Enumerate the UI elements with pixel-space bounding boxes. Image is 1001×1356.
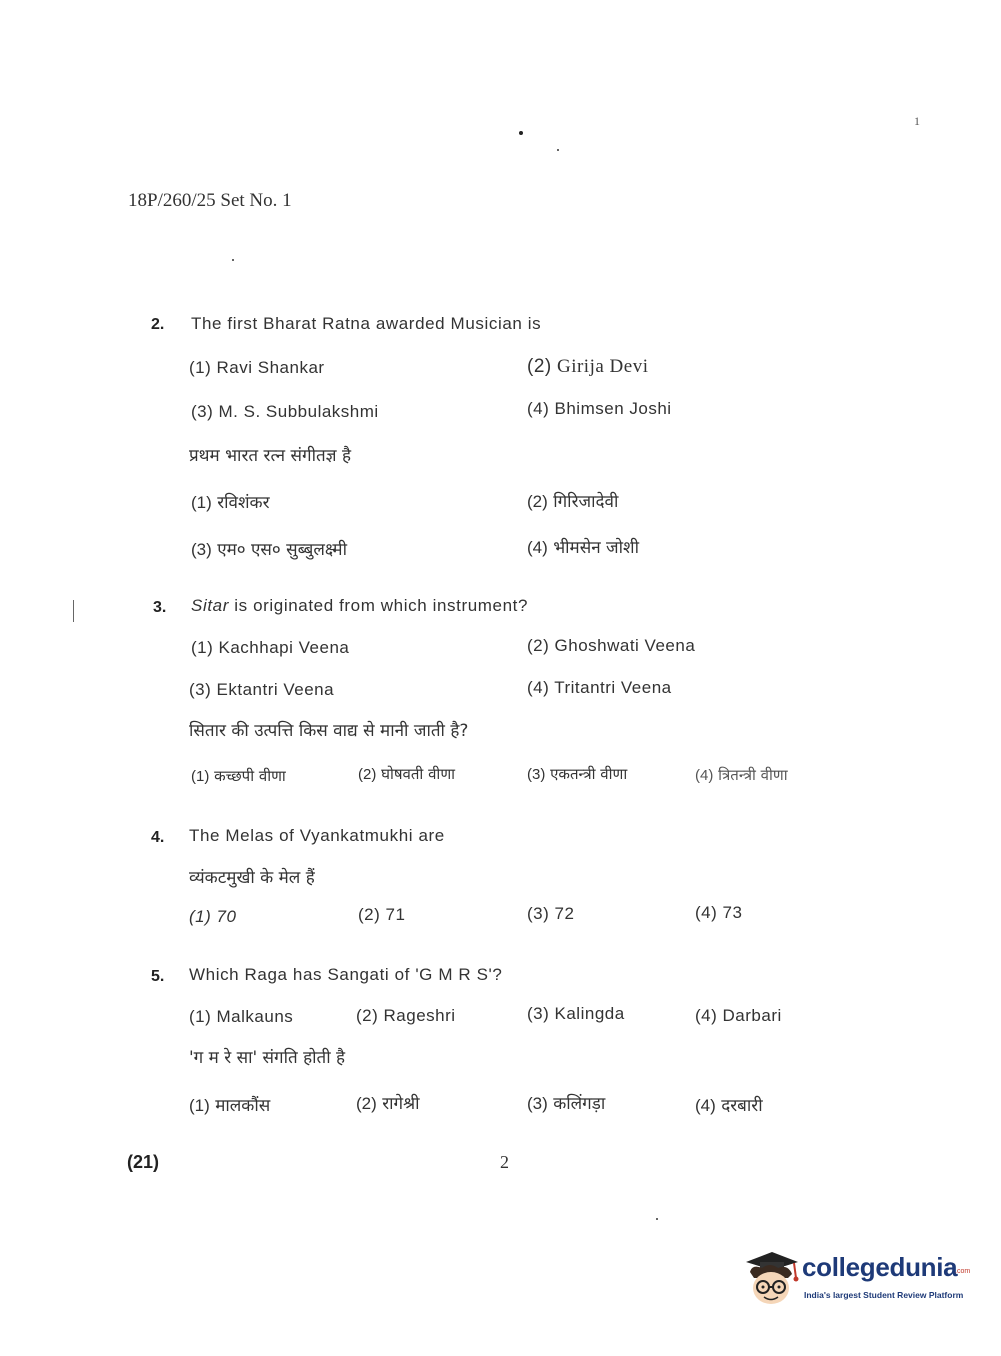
- option-3-hi: [527, 1091, 605, 1114]
- option-3-en: [191, 402, 379, 422]
- option-2-hi: [356, 1091, 420, 1114]
- option-text: Girija Devi: [556, 356, 649, 377]
- option-1-hi: [189, 1093, 270, 1116]
- option-3: [527, 904, 574, 924]
- option-text: Malkauns: [216, 1007, 294, 1026]
- option-number: (4): [695, 903, 718, 922]
- option-text: गिरिजादेवी: [553, 492, 619, 512]
- question-text-italic: Sitar: [191, 596, 229, 615]
- option-text: Tritantri Veena: [554, 678, 672, 697]
- option-number: (2): [356, 1006, 379, 1025]
- logo-domain: .com: [955, 1268, 971, 1275]
- option-text: Ghoshwati Veena: [554, 636, 696, 655]
- question-number: 2.: [151, 316, 165, 333]
- option-number: (2): [527, 636, 550, 655]
- option-number: (1): [191, 493, 212, 512]
- option-4-en: [527, 399, 672, 419]
- question-number: 5.: [151, 968, 165, 985]
- option-number: (1): [189, 907, 212, 926]
- option-text: Kachhapi Veena: [218, 638, 350, 657]
- option-number: (4): [695, 767, 714, 784]
- option-text: घोषवती वीणा: [381, 765, 456, 783]
- option-text: रविशंकर: [217, 493, 270, 513]
- option-4-en: [695, 1006, 782, 1026]
- option-text: त्रितन्त्री वीणा: [718, 766, 788, 784]
- scan-speck: [557, 149, 559, 151]
- option-3-hi: [191, 537, 347, 560]
- scan-speck: [232, 259, 234, 261]
- option-number: (3): [191, 402, 214, 421]
- option-text: Darbari: [722, 1006, 782, 1025]
- page-number: 2: [500, 1152, 509, 1172]
- question-text-en: The first Bharat Ratna awarded Musician is: [191, 314, 542, 333]
- option-text: 72: [554, 904, 575, 923]
- option-2-en: [527, 636, 695, 656]
- question-text-en: The Melas of Vyankatmukhi are: [189, 826, 445, 845]
- question-text-en: Which Raga has Sangati of 'G M R S'?: [189, 965, 503, 984]
- option-text: दरबारी: [721, 1096, 763, 1116]
- option-number: (3): [527, 766, 546, 783]
- option-number: (4): [527, 399, 550, 418]
- option-4-hi: [695, 765, 788, 785]
- option-number: (4): [527, 538, 548, 557]
- option-2-en: [356, 1006, 456, 1026]
- option-3-hi: [527, 764, 627, 784]
- option-1-en: [189, 1007, 293, 1027]
- option-2-en: [527, 356, 649, 378]
- scan-speck: [519, 131, 523, 135]
- option-number: (1): [189, 358, 212, 377]
- option-number: (2): [527, 492, 548, 511]
- paper-code-header: 18P/260/25 Set No. 1: [128, 190, 292, 211]
- question-text-hi: 'ग म रे सा' संगति होती है: [189, 1048, 346, 1068]
- logo-wordmark: collegedunia: [802, 1252, 958, 1282]
- option-text: 73: [722, 903, 743, 922]
- booklet-code: (21): [127, 1152, 160, 1172]
- option-2-hi: [527, 489, 618, 512]
- option-1-en: [189, 358, 325, 378]
- option-number: (2): [527, 356, 552, 377]
- option-number: (4): [695, 1006, 718, 1025]
- option-number: (1): [189, 1007, 212, 1026]
- option-1-en: [191, 638, 349, 658]
- mascot-icon: [742, 1248, 800, 1310]
- option-number: (2): [358, 766, 377, 783]
- question-text-rest: is originated from which instrument?: [228, 596, 529, 615]
- option-text: M. S. Subbulakshmi: [218, 402, 379, 421]
- option-2-hi: [358, 764, 455, 784]
- option-text: भीमसेन जोशी: [553, 538, 640, 558]
- option-text: Bhimsen Joshi: [554, 399, 672, 418]
- option-number: (2): [356, 1094, 377, 1113]
- option-text: मालकौंस: [215, 1096, 271, 1116]
- question-number: 3.: [153, 599, 167, 616]
- option-number: (3): [189, 680, 212, 699]
- option-text: Rageshri: [383, 1006, 456, 1025]
- option-number: (3): [527, 1094, 548, 1113]
- question-text-hi: सितार की उत्पत्ति किस वाद्य से मानी जाती है?: [189, 721, 469, 741]
- option-number: (3): [527, 904, 550, 923]
- option-text: 71: [385, 905, 406, 924]
- option-number: (2): [358, 905, 381, 924]
- option-4-hi: [527, 535, 639, 558]
- option-text: Ravi Shankar: [216, 358, 325, 377]
- option-1-hi: [191, 766, 286, 786]
- option-text: एकतन्त्री वीणा: [550, 765, 628, 783]
- option-number: (4): [527, 678, 550, 697]
- option-text: एम० एस० सुब्बुलक्ष्मी: [217, 540, 347, 560]
- option-number: (1): [189, 1096, 210, 1115]
- question-text-hi: प्रथम भारत रत्न संगीतज्ञ है: [189, 446, 352, 466]
- question-number: 4.: [151, 829, 165, 846]
- option-text: 70: [216, 907, 237, 926]
- question-text-en: [191, 596, 528, 616]
- corner-mark: 1: [914, 114, 920, 128]
- scan-speck: [656, 1218, 658, 1220]
- logo-tagline: India's largest Student Review Platform: [804, 1290, 964, 1300]
- option-1: [189, 907, 236, 927]
- option-text: Kalingda: [554, 1004, 625, 1023]
- option-number: (4): [695, 1096, 716, 1115]
- question-text-hi: व्यंकटमुखी के मेल हैं: [189, 868, 315, 888]
- option-number: (1): [191, 638, 214, 657]
- option-3-en: [527, 1004, 625, 1024]
- option-text: कच्छपी वीणा: [214, 767, 286, 785]
- option-number: (3): [191, 540, 212, 559]
- option-1-hi: [191, 490, 270, 513]
- collegedunia-logo: [742, 1248, 972, 1310]
- option-2: [358, 905, 405, 925]
- option-number: (3): [527, 1004, 550, 1023]
- option-text: कलिंगड़ा: [553, 1094, 606, 1114]
- scan-speck: [73, 600, 74, 622]
- option-3-en: [189, 680, 334, 700]
- option-text: Ektantri Veena: [216, 680, 335, 699]
- option-number: (1): [191, 768, 210, 785]
- option-4-hi: [695, 1093, 763, 1116]
- option-4-en: [527, 678, 672, 698]
- option-4: [695, 903, 742, 923]
- option-text: रागेश्री: [382, 1094, 420, 1114]
